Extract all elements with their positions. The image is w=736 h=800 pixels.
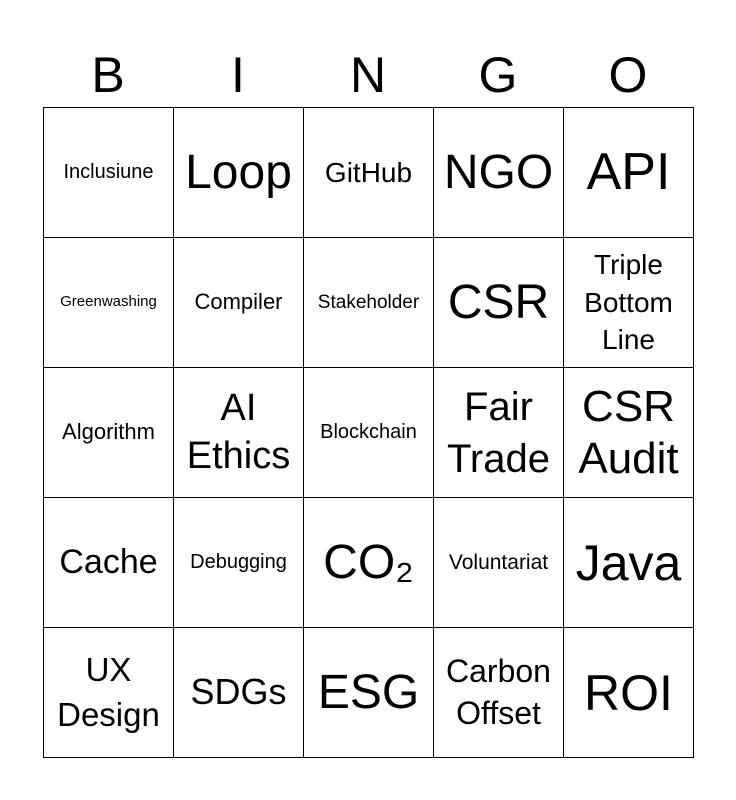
bingo-cell[interactable]: [564, 368, 694, 498]
cell-label: Cache: [59, 543, 158, 582]
cell-label: CSR: [447, 275, 550, 329]
bingo-cell[interactable]: [304, 368, 434, 498]
bingo-cell[interactable]: [434, 498, 564, 628]
bingo-cell[interactable]: [304, 498, 434, 628]
header-letter-n: N: [349, 47, 387, 103]
cell-label: GitHub: [324, 156, 413, 188]
bingo-cell[interactable]: [44, 238, 174, 368]
header-letter-o: O: [608, 47, 648, 103]
cell-label: ROI: [584, 664, 673, 721]
cell-label: CO₂: [323, 535, 414, 589]
cell-label: Loop: [185, 145, 292, 199]
bingo-cell[interactable]: [174, 108, 304, 238]
bingo-board: [43, 107, 694, 758]
bingo-cell[interactable]: [304, 628, 434, 758]
bingo-cell[interactable]: [44, 628, 174, 758]
cell-label: Greenwashing: [60, 293, 157, 311]
header-letter-i: I: [231, 47, 245, 103]
header-letter-g: G: [478, 47, 518, 103]
bingo-cell[interactable]: [44, 368, 174, 498]
bingo-cell[interactable]: [304, 238, 434, 368]
cell-label: UX Design: [57, 650, 160, 733]
bingo-cell[interactable]: [434, 628, 564, 758]
bingo-cell[interactable]: [434, 238, 564, 368]
bingo-cell[interactable]: [174, 628, 304, 758]
bingo-cell[interactable]: [564, 628, 694, 758]
bingo-cell[interactable]: [434, 108, 564, 238]
cell-label: CSR Audit: [578, 381, 679, 483]
bingo-cell[interactable]: [304, 108, 434, 238]
bingo-cell[interactable]: [564, 238, 694, 368]
cell-label: Inclusiune: [63, 161, 154, 184]
bingo-cell[interactable]: [174, 498, 304, 628]
cell-label: Triple Bottom Line: [584, 248, 673, 356]
cell-label: Compiler: [194, 289, 283, 315]
bingo-header: [43, 44, 693, 106]
bingo-cell[interactable]: [44, 108, 174, 238]
cell-label: Java: [575, 534, 682, 591]
cell-label: AI Ethics: [186, 387, 291, 477]
cell-label: Fair Trade: [446, 384, 550, 481]
bingo-cell[interactable]: [564, 108, 694, 238]
bingo-cell[interactable]: [174, 238, 304, 368]
cell-label: Blockchain: [320, 421, 417, 444]
bingo-cell[interactable]: [44, 498, 174, 628]
cell-label: Debugging: [190, 551, 287, 574]
cell-label: NGO: [443, 145, 554, 199]
cell-label: Voluntariat: [448, 550, 549, 574]
bingo-cell[interactable]: [434, 368, 564, 498]
bingo-cell[interactable]: [564, 498, 694, 628]
bingo-cell[interactable]: [174, 368, 304, 498]
cell-label: Algorithm: [62, 419, 155, 445]
header-letter-b: B: [91, 47, 125, 103]
cell-label: Carbon Offset: [446, 652, 551, 731]
cell-label: SDGs: [190, 671, 287, 713]
cell-label: API: [586, 143, 671, 202]
cell-label: Stakeholder: [317, 291, 420, 313]
cell-label: ESG: [317, 665, 420, 719]
